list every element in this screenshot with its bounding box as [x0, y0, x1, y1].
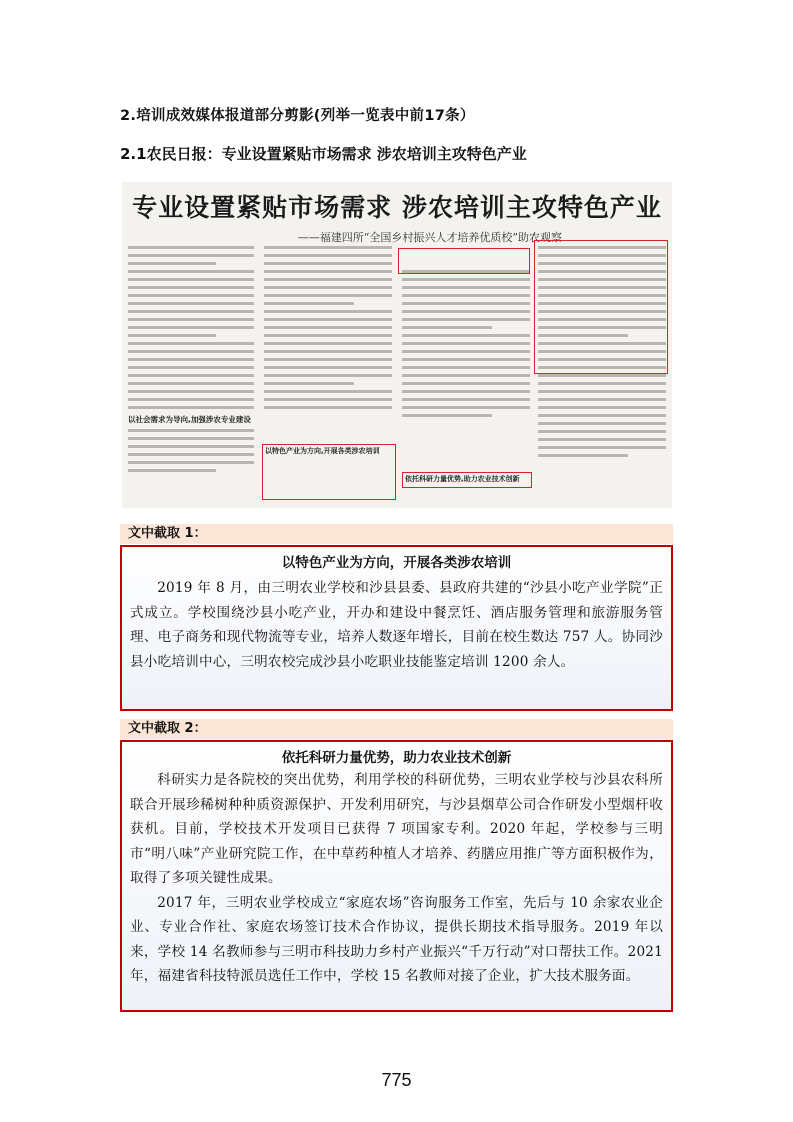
- clipping-column-1: [128, 246, 254, 501]
- clipping-headline: 专业设置紧贴市场需求 涉农培训主攻特色产业: [132, 193, 662, 222]
- excerpt-2-title: 依托科研力量优势，助力农业技术创新: [281, 750, 512, 766]
- excerpt-2-paragraph-1: 科研实力是各院校的突出优势，利用学校的科研优势，三明农业学校与沙县农科所联合开展珍稀树种种质资源保护、开发利用研究，与沙县烟草公司合作研发小型烟杆收获机。目前，学校技术开发项目已获得 7 项国家专利。2020 年起，学校参与三明市“明八味”产业研究院工作，在中草药种植人才培养、药膳应用推广等方面积极作为，取得了多项关键性成果。: [130, 772, 663, 886]
- excerpt-2-box: [120, 740, 673, 1012]
- section-heading: 2.培训成效媒体报道部分剪影(列举一览表中前17条）: [120, 108, 475, 124]
- highlight-box-2: [402, 472, 532, 488]
- clipping-subhead: 以社会需求为导向,加强涉农专业建设: [128, 415, 251, 424]
- newspaper-clipping: [122, 182, 672, 508]
- excerpt-1-box: [120, 545, 673, 711]
- highlight-box-2-body: [534, 240, 668, 374]
- excerpt-2-paragraph-2: 2017 年，三明农业学校成立“家庭农场”咨询服务工作室，先后与 10 余家农业企业、专业合作社、家庭农场签订技术合作协议，提供长期技术指导服务。2019 年以来，学校 14 名教师参与三明市科技助力乡村产业振兴“千万行动”对口帮扶工作。2021 年，福建省科技特派员选任工作中，学校 15 名教师对接了企业，扩大技术服务面。: [130, 894, 663, 984]
- subsection-heading: 2.1农民日报：专业设置紧贴市场需求 涉农培训主攻特色产业: [120, 145, 527, 163]
- excerpt-1-paragraph: 2019 年 8 月，由三明农业学校和沙县县委、县政府共建的“沙县小吃产业学院”正式成立。学校围绕沙县小吃产业，开办和建设中餐烹饪、酒店服务管理和旅游服务管理、电子商务和现代物流等专业，培养人数逐年增长，目前在校生数达 757 人。协同沙县小吃培训中心，三明农校完成沙县小吃职业技能鉴定培训 1200 余人。: [130, 580, 663, 670]
- highlight-box-1: [262, 444, 396, 500]
- clipping-column-3: [402, 246, 530, 501]
- highlight-box-1-label: 以特色产业为方向,开展各类涉农培训: [265, 447, 380, 455]
- excerpt-1-title: 以特色产业为方向，开展各类涉农培训: [281, 555, 512, 571]
- highlight-box-2-label: 依托科研力量优势,助力农业技术创新: [405, 475, 520, 483]
- excerpt-1-label: 文中截取 1：: [120, 524, 673, 544]
- clipping-subtitle: ——福建四所“全国乡村振兴人才培养优质校”助农观察: [297, 231, 562, 244]
- highlight-box-intro: [398, 248, 530, 274]
- excerpt-2-label: 文中截取 2：: [120, 719, 673, 739]
- page-number: 775: [381, 1070, 412, 1090]
